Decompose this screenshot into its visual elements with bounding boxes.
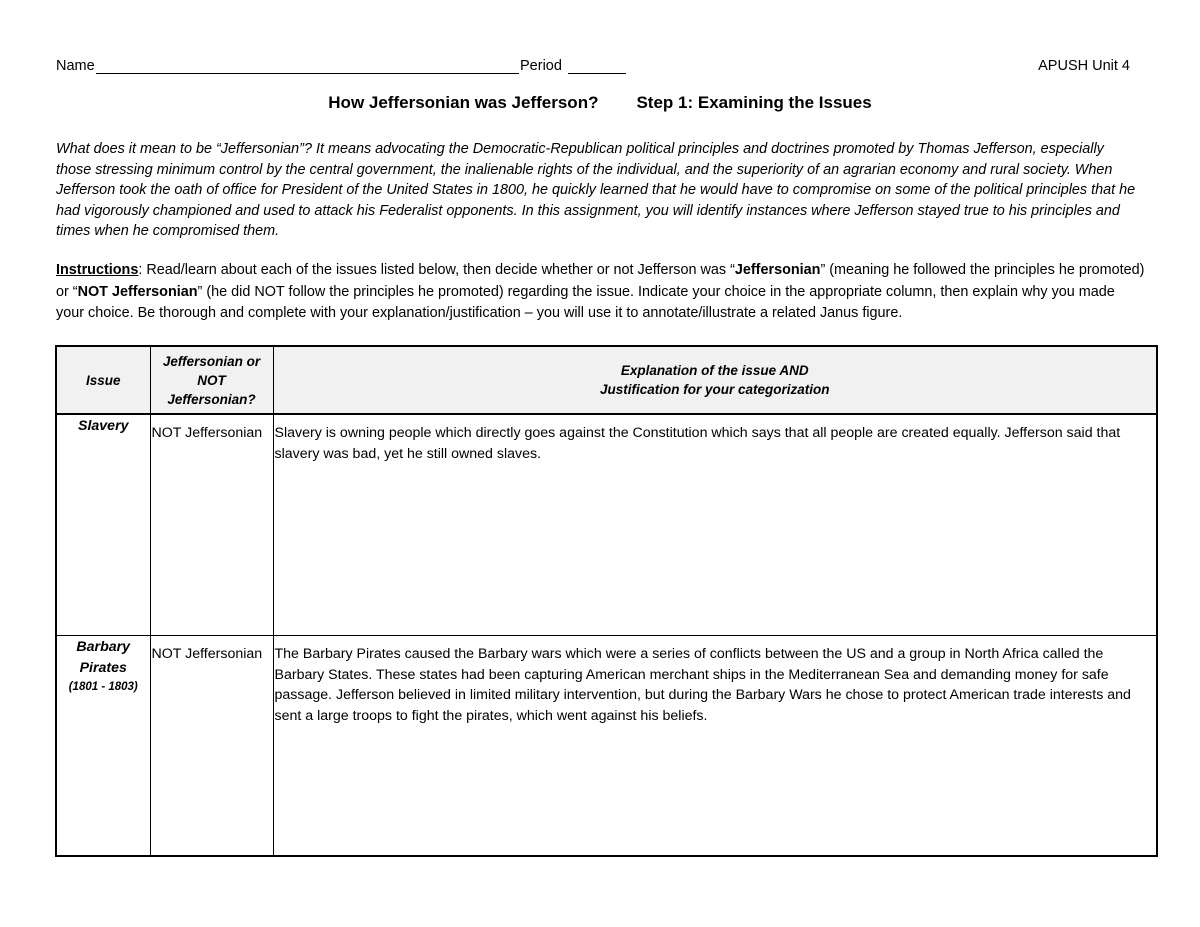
header-choice: Jeffersonian or NOT Jeffersonian?	[150, 346, 273, 414]
issue-name: Barbary Pirates	[76, 639, 131, 676]
period-label: Period	[520, 58, 562, 74]
table-row	[56, 414, 1157, 636]
title-main: How Jeffersonian was Jefferson?	[328, 93, 599, 112]
instructions-paragraph	[56, 260, 1146, 325]
instructions-term-jeffersonian: Jeffersonian	[734, 262, 821, 278]
issue-name: Slavery	[78, 418, 129, 434]
instructions-label: Instructions	[56, 262, 139, 278]
issue-dates: (1801 - 1803)	[68, 681, 138, 693]
issues-table	[55, 345, 1158, 857]
page-title	[0, 93, 1200, 113]
period-blank-line	[568, 73, 626, 74]
choice-cell-barbary[interactable]: NOT Jeffersonian	[150, 636, 273, 857]
explanation-cell-barbary[interactable]: The Barbary Pirates caused the Barbary wars which were a series of conflicts between the US and a group in North Africa called the Barbary States. These states had been capturing American merchant ships in the Mediterranean Sea and demanding money for safe passage. Jefferson believed in limited military intervention, but during the Barbary Wars he chose to protect American trade interests and sent a large troops to fight the pirates, which went against his beliefs.	[273, 636, 1157, 857]
instructions-term-not-jeffersonian: NOT Jeffersonian	[77, 283, 198, 300]
name-blank-line	[96, 73, 519, 74]
header-issue: Issue	[56, 346, 150, 414]
instructions-text-2: ” (meaning he followed the principles he promoted) or “	[56, 262, 1145, 300]
unit-label: APUSH Unit 4	[1038, 58, 1130, 74]
table-header-row	[56, 346, 1157, 414]
instructions-text-1: : Read/learn about each of the issues listed below, then decide whether or not Jefferson was “	[138, 262, 735, 278]
instructions-text-3: ” (he did NOT follow the principles he promoted) regarding the issue. Indicate your choice in the appropriate column, then explain why you made your choice. Be thorough and complete with your explanation/justification – you will use it to annotate/illustrate a related Janus figure.	[56, 283, 1115, 322]
table-row	[56, 636, 1157, 857]
intro-paragraph: What does it mean to be “Jeffersonian”? It means advocating the Democratic-Republican political principles and doctrines promoted by Thomas Jefferson, especially those stressing minimum control by the central government, the inalienable rights of the individual, and the superiority of an agrarian economy and rural society. When Jefferson took the oath of office for President of the United States in 1800, he quickly learned that he would have to compromise on some of the political principles that he had vigorously championed and used to attack his Federalist opponents. In this assignment, you will identify instances where Jefferson stayed true to his principles and times when he compromised them.	[56, 141, 1136, 240]
header-explanation: Explanation of the issue AND Justification for your categorization	[273, 346, 1157, 414]
choice-cell-slavery[interactable]: NOT Jeffersonian	[150, 414, 273, 636]
name-label: Name	[56, 58, 95, 74]
issue-cell-barbary	[56, 636, 150, 857]
issue-cell-slavery	[56, 414, 150, 636]
header-line	[56, 58, 1130, 78]
title-step: Step 1: Examining the Issues	[636, 93, 872, 112]
explanation-cell-slavery[interactable]: Slavery is owning people which directly goes against the Constitution which says that all people are created equally. Jefferson said that slavery was bad, yet he still owned slaves.	[273, 414, 1157, 636]
